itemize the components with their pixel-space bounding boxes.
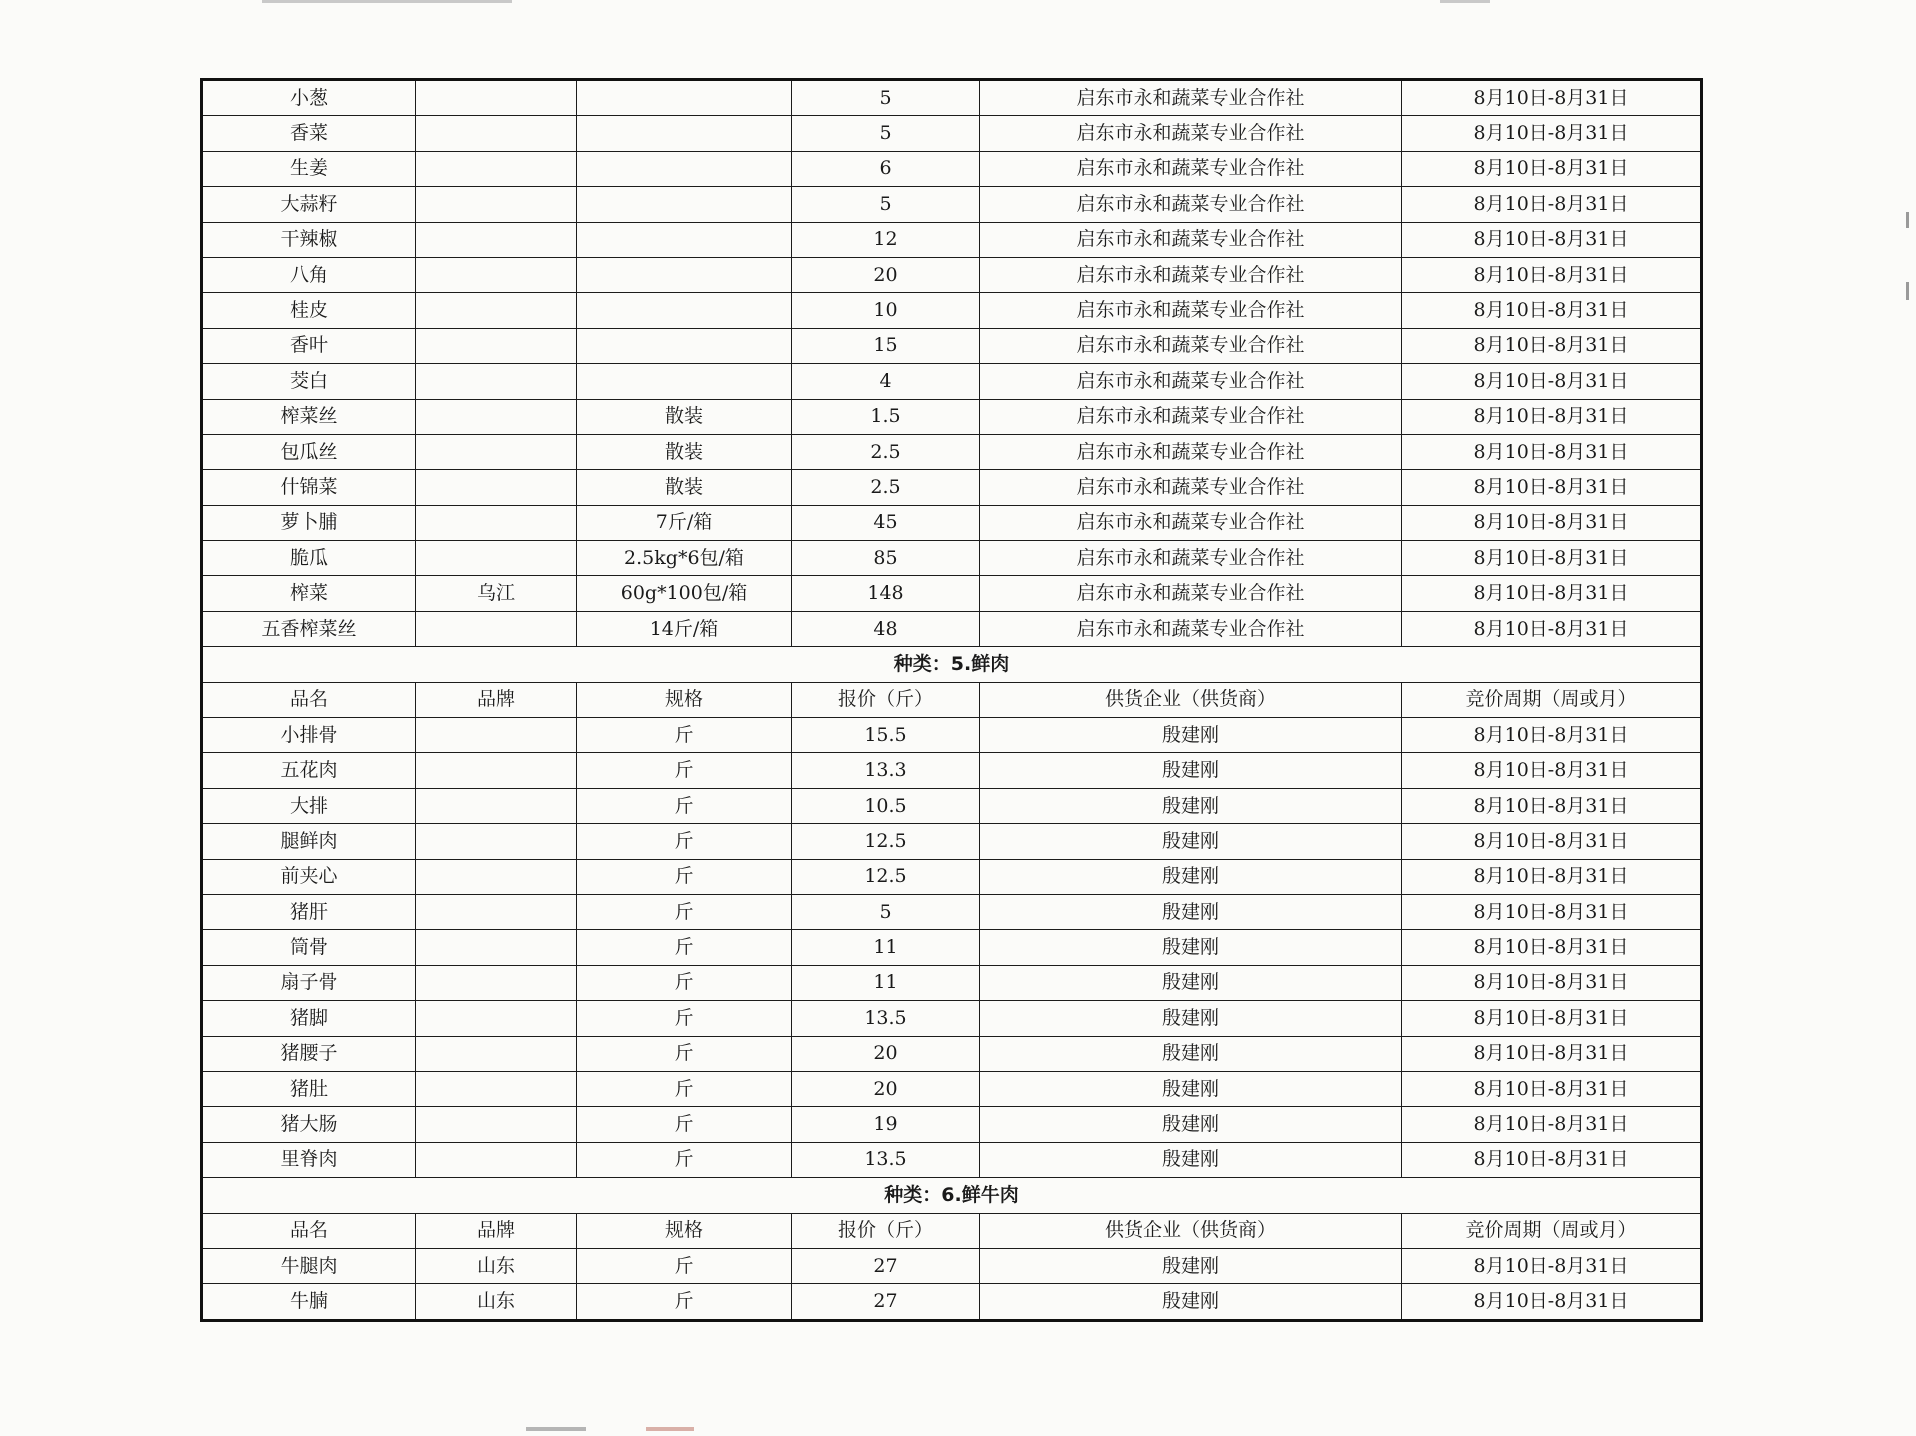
- cell-spec: 14斤/箱: [577, 611, 792, 646]
- cell-name: 什锦菜: [202, 470, 416, 505]
- cell-brand: 品牌: [416, 1213, 577, 1248]
- cell-period: 8月10日-8月31日: [1402, 116, 1702, 151]
- cell-brand: [416, 80, 577, 116]
- cell-spec: 规格: [577, 682, 792, 717]
- cell-brand: [416, 257, 577, 292]
- cell-name: 前夹心: [202, 859, 416, 894]
- cell-name: 品名: [202, 682, 416, 717]
- cell-name: 生姜: [202, 151, 416, 186]
- cell-spec: [577, 80, 792, 116]
- cell-supplier: 殷建刚: [980, 1248, 1402, 1283]
- cell-brand: 乌江: [416, 576, 577, 611]
- cell-name: 腿鲜肉: [202, 824, 416, 859]
- cell-price: 48: [792, 611, 980, 646]
- cell-price: 1.5: [792, 399, 980, 434]
- column-header-row: [202, 682, 1702, 717]
- table-row: [202, 1036, 1702, 1071]
- cell-supplier: 供货企业（供货商）: [980, 682, 1402, 717]
- cell-brand: [416, 894, 577, 929]
- cell-name: 萝卜脯: [202, 505, 416, 540]
- cell-period: 8月10日-8月31日: [1402, 434, 1702, 469]
- cell-price: 19: [792, 1107, 980, 1142]
- cell-period: 8月10日-8月31日: [1402, 470, 1702, 505]
- cell-brand: [416, 788, 577, 823]
- table-row: [202, 80, 1702, 116]
- cell-price: 12.5: [792, 859, 980, 894]
- cell-name: 桂皮: [202, 293, 416, 328]
- cell-supplier: 殷建刚: [980, 930, 1402, 965]
- table-row: [202, 1001, 1702, 1036]
- cell-spec: [577, 364, 792, 399]
- cell-price: 20: [792, 257, 980, 292]
- cell-name: 猪肝: [202, 894, 416, 929]
- cell-period: 8月10日-8月31日: [1402, 1036, 1702, 1071]
- cell-spec: 斤: [577, 1001, 792, 1036]
- cell-name: 香菜: [202, 116, 416, 151]
- table-row: [202, 965, 1702, 1000]
- cell-brand: [416, 328, 577, 363]
- cell-period: 8月10日-8月31日: [1402, 1142, 1702, 1177]
- section-title: 种类：5.鲜肉: [202, 647, 1702, 682]
- cell-supplier: 殷建刚: [980, 1071, 1402, 1106]
- cell-price: 27: [792, 1284, 980, 1320]
- cell-period: 竞价周期（周或月）: [1402, 682, 1702, 717]
- cell-period: 8月10日-8月31日: [1402, 611, 1702, 646]
- cell-brand: [416, 1071, 577, 1106]
- table-row: [202, 753, 1702, 788]
- cell-supplier: 启东市永和蔬菜专业合作社: [980, 116, 1402, 151]
- cell-spec: 斤: [577, 1142, 792, 1177]
- cell-supplier: 启东市永和蔬菜专业合作社: [980, 293, 1402, 328]
- table-row: [202, 824, 1702, 859]
- cell-supplier: 启东市永和蔬菜专业合作社: [980, 80, 1402, 116]
- cell-supplier: 殷建刚: [980, 859, 1402, 894]
- cell-name: 八角: [202, 257, 416, 292]
- cell-period: 8月10日-8月31日: [1402, 222, 1702, 257]
- table-row: [202, 151, 1702, 186]
- cell-brand: [416, 824, 577, 859]
- table-row: [202, 1284, 1702, 1320]
- cell-spec: 7斤/箱: [577, 505, 792, 540]
- cell-name: 大排: [202, 788, 416, 823]
- cell-period: 8月10日-8月31日: [1402, 187, 1702, 222]
- cell-spec: 斤: [577, 718, 792, 753]
- cell-price: 5: [792, 116, 980, 151]
- cell-spec: 2.5kg*6包/箱: [577, 541, 792, 576]
- cell-price: 11: [792, 965, 980, 1000]
- cell-spec: 60g*100包/箱: [577, 576, 792, 611]
- cell-period: 8月10日-8月31日: [1402, 753, 1702, 788]
- cell-name: 香叶: [202, 328, 416, 363]
- cell-spec: [577, 187, 792, 222]
- cell-price: 5: [792, 80, 980, 116]
- scan-edge-top: [262, 0, 512, 3]
- cell-period: 8月10日-8月31日: [1402, 151, 1702, 186]
- cell-spec: 斤: [577, 1036, 792, 1071]
- table-row: [202, 1071, 1702, 1106]
- cell-supplier: 启东市永和蔬菜专业合作社: [980, 541, 1402, 576]
- cell-period: 8月10日-8月31日: [1402, 1284, 1702, 1320]
- table-row: [202, 859, 1702, 894]
- cell-period: 8月10日-8月31日: [1402, 541, 1702, 576]
- scan-edge-bottom: [526, 1427, 586, 1431]
- table-row: [202, 541, 1702, 576]
- cell-price: 报价（斤）: [792, 1213, 980, 1248]
- cell-supplier: 殷建刚: [980, 1284, 1402, 1320]
- table-row: [202, 894, 1702, 929]
- table-row: [202, 257, 1702, 292]
- table-row: [202, 1142, 1702, 1177]
- cell-price: 20: [792, 1036, 980, 1071]
- cell-price: 4: [792, 364, 980, 399]
- table-row: [202, 718, 1702, 753]
- cell-name: 小葱: [202, 80, 416, 116]
- cell-brand: [416, 1036, 577, 1071]
- cell-price: 148: [792, 576, 980, 611]
- cell-brand: [416, 1142, 577, 1177]
- cell-period: 8月10日-8月31日: [1402, 1071, 1702, 1106]
- cell-price: 85: [792, 541, 980, 576]
- cell-period: 8月10日-8月31日: [1402, 399, 1702, 434]
- cell-spec: 散装: [577, 434, 792, 469]
- table-row: [202, 116, 1702, 151]
- cell-name: 包瓜丝: [202, 434, 416, 469]
- cell-spec: 斤: [577, 965, 792, 1000]
- table-row: [202, 1107, 1702, 1142]
- cell-price: 报价（斤）: [792, 682, 980, 717]
- scan-edge-right: [1906, 212, 1909, 228]
- cell-brand: [416, 364, 577, 399]
- cell-name: 脆瓜: [202, 541, 416, 576]
- cell-period: 8月10日-8月31日: [1402, 576, 1702, 611]
- cell-supplier: 殷建刚: [980, 1036, 1402, 1071]
- cell-supplier: 启东市永和蔬菜专业合作社: [980, 151, 1402, 186]
- table-row: [202, 399, 1702, 434]
- cell-brand: [416, 1107, 577, 1142]
- cell-name: 大蒜籽: [202, 187, 416, 222]
- cell-period: 8月10日-8月31日: [1402, 788, 1702, 823]
- cell-brand: [416, 222, 577, 257]
- cell-name: 猪大肠: [202, 1107, 416, 1142]
- cell-name: 品名: [202, 1213, 416, 1248]
- cell-spec: [577, 222, 792, 257]
- cell-spec: 斤: [577, 1071, 792, 1106]
- cell-brand: [416, 116, 577, 151]
- cell-period: 8月10日-8月31日: [1402, 894, 1702, 929]
- cell-name: 五花肉: [202, 753, 416, 788]
- cell-name: 茭白: [202, 364, 416, 399]
- cell-brand: [416, 151, 577, 186]
- cell-supplier: 启东市永和蔬菜专业合作社: [980, 399, 1402, 434]
- cell-name: 小排骨: [202, 718, 416, 753]
- cell-period: 8月10日-8月31日: [1402, 859, 1702, 894]
- cell-spec: 散装: [577, 470, 792, 505]
- cell-price: 12.5: [792, 824, 980, 859]
- cell-price: 13.3: [792, 753, 980, 788]
- price-table: [200, 78, 1703, 1322]
- cell-supplier: 殷建刚: [980, 965, 1402, 1000]
- cell-supplier: 供货企业（供货商）: [980, 1213, 1402, 1248]
- cell-price: 5: [792, 894, 980, 929]
- cell-brand: [416, 753, 577, 788]
- table-row: [202, 187, 1702, 222]
- cell-period: 8月10日-8月31日: [1402, 293, 1702, 328]
- cell-name: 里脊肉: [202, 1142, 416, 1177]
- cell-supplier: 殷建刚: [980, 1142, 1402, 1177]
- cell-period: 8月10日-8月31日: [1402, 80, 1702, 116]
- cell-period: 竞价周期（周或月）: [1402, 1213, 1702, 1248]
- cell-period: 8月10日-8月31日: [1402, 364, 1702, 399]
- cell-spec: [577, 328, 792, 363]
- cell-price: 13.5: [792, 1142, 980, 1177]
- column-header-row: [202, 1213, 1702, 1248]
- cell-spec: 斤: [577, 894, 792, 929]
- cell-price: 5: [792, 187, 980, 222]
- cell-period: 8月10日-8月31日: [1402, 1001, 1702, 1036]
- cell-supplier: 殷建刚: [980, 1107, 1402, 1142]
- table-row: [202, 611, 1702, 646]
- cell-price: 10: [792, 293, 980, 328]
- cell-supplier: 启东市永和蔬菜专业合作社: [980, 222, 1402, 257]
- section-title: 种类：6.鲜牛肉: [202, 1178, 1702, 1213]
- cell-price: 27: [792, 1248, 980, 1283]
- table-row: [202, 364, 1702, 399]
- cell-spec: [577, 293, 792, 328]
- cell-price: 12: [792, 222, 980, 257]
- cell-spec: 斤: [577, 1248, 792, 1283]
- cell-name: 榨菜丝: [202, 399, 416, 434]
- cell-name: 五香榨菜丝: [202, 611, 416, 646]
- cell-spec: 斤: [577, 788, 792, 823]
- cell-period: 8月10日-8月31日: [1402, 1248, 1702, 1283]
- cell-spec: [577, 257, 792, 292]
- cell-spec: 斤: [577, 1284, 792, 1320]
- cell-supplier: 启东市永和蔬菜专业合作社: [980, 364, 1402, 399]
- cell-name: 筒骨: [202, 930, 416, 965]
- cell-brand: [416, 611, 577, 646]
- table-row: [202, 1248, 1702, 1283]
- cell-brand: 山东: [416, 1284, 577, 1320]
- cell-brand: [416, 434, 577, 469]
- cell-period: 8月10日-8月31日: [1402, 718, 1702, 753]
- cell-brand: 山东: [416, 1248, 577, 1283]
- cell-spec: [577, 116, 792, 151]
- cell-brand: 品牌: [416, 682, 577, 717]
- cell-name: 扇子骨: [202, 965, 416, 1000]
- cell-price: 2.5: [792, 470, 980, 505]
- cell-supplier: 启东市永和蔬菜专业合作社: [980, 434, 1402, 469]
- table-row: [202, 222, 1702, 257]
- table-row: [202, 788, 1702, 823]
- table-row: [202, 328, 1702, 363]
- table-row: [202, 293, 1702, 328]
- scan-edge-right: [1906, 282, 1909, 300]
- cell-name: 猪脚: [202, 1001, 416, 1036]
- cell-price: 2.5: [792, 434, 980, 469]
- cell-name: 猪腰子: [202, 1036, 416, 1071]
- cell-brand: [416, 187, 577, 222]
- cell-period: 8月10日-8月31日: [1402, 930, 1702, 965]
- cell-supplier: 启东市永和蔬菜专业合作社: [980, 257, 1402, 292]
- cell-price: 15: [792, 328, 980, 363]
- cell-period: 8月10日-8月31日: [1402, 824, 1702, 859]
- cell-brand: [416, 505, 577, 540]
- cell-price: 15.5: [792, 718, 980, 753]
- cell-supplier: 启东市永和蔬菜专业合作社: [980, 328, 1402, 363]
- cell-spec: [577, 151, 792, 186]
- cell-brand: [416, 859, 577, 894]
- cell-price: 11: [792, 930, 980, 965]
- table-row: [202, 434, 1702, 469]
- cell-supplier: 殷建刚: [980, 788, 1402, 823]
- cell-spec: 斤: [577, 824, 792, 859]
- cell-spec: 斤: [577, 753, 792, 788]
- section-row: [202, 1178, 1702, 1213]
- cell-period: 8月10日-8月31日: [1402, 505, 1702, 540]
- cell-price: 45: [792, 505, 980, 540]
- table-row: [202, 505, 1702, 540]
- cell-spec: 斤: [577, 859, 792, 894]
- scan-edge-top-right: [1440, 0, 1490, 3]
- cell-supplier: 殷建刚: [980, 718, 1402, 753]
- price-table-body: [202, 80, 1702, 1321]
- table-row: [202, 930, 1702, 965]
- table-row: [202, 470, 1702, 505]
- cell-price: 10.5: [792, 788, 980, 823]
- cell-supplier: 殷建刚: [980, 1001, 1402, 1036]
- cell-period: 8月10日-8月31日: [1402, 328, 1702, 363]
- cell-period: 8月10日-8月31日: [1402, 1107, 1702, 1142]
- cell-supplier: 启东市永和蔬菜专业合作社: [980, 611, 1402, 646]
- cell-name: 干辣椒: [202, 222, 416, 257]
- cell-supplier: 殷建刚: [980, 894, 1402, 929]
- cell-name: 猪肚: [202, 1071, 416, 1106]
- cell-spec: 规格: [577, 1213, 792, 1248]
- cell-price: 20: [792, 1071, 980, 1106]
- cell-brand: [416, 293, 577, 328]
- scan-edge-bottom: [646, 1427, 694, 1431]
- cell-brand: [416, 470, 577, 505]
- cell-name: 牛腿肉: [202, 1248, 416, 1283]
- cell-supplier: 启东市永和蔬菜专业合作社: [980, 470, 1402, 505]
- cell-name: 牛腩: [202, 1284, 416, 1320]
- cell-price: 6: [792, 151, 980, 186]
- cell-name: 榨菜: [202, 576, 416, 611]
- cell-price: 13.5: [792, 1001, 980, 1036]
- cell-brand: [416, 930, 577, 965]
- cell-brand: [416, 1001, 577, 1036]
- cell-brand: [416, 541, 577, 576]
- cell-supplier: 殷建刚: [980, 824, 1402, 859]
- cell-spec: 散装: [577, 399, 792, 434]
- section-row: [202, 647, 1702, 682]
- cell-period: 8月10日-8月31日: [1402, 257, 1702, 292]
- cell-supplier: 启东市永和蔬菜专业合作社: [980, 505, 1402, 540]
- cell-brand: [416, 399, 577, 434]
- table-row: [202, 576, 1702, 611]
- cell-brand: [416, 718, 577, 753]
- cell-brand: [416, 965, 577, 1000]
- cell-period: 8月10日-8月31日: [1402, 965, 1702, 1000]
- cell-supplier: 启东市永和蔬菜专业合作社: [980, 576, 1402, 611]
- price-sheet-page: [200, 78, 1700, 1322]
- cell-supplier: 殷建刚: [980, 753, 1402, 788]
- cell-spec: 斤: [577, 1107, 792, 1142]
- cell-spec: 斤: [577, 930, 792, 965]
- cell-supplier: 启东市永和蔬菜专业合作社: [980, 187, 1402, 222]
